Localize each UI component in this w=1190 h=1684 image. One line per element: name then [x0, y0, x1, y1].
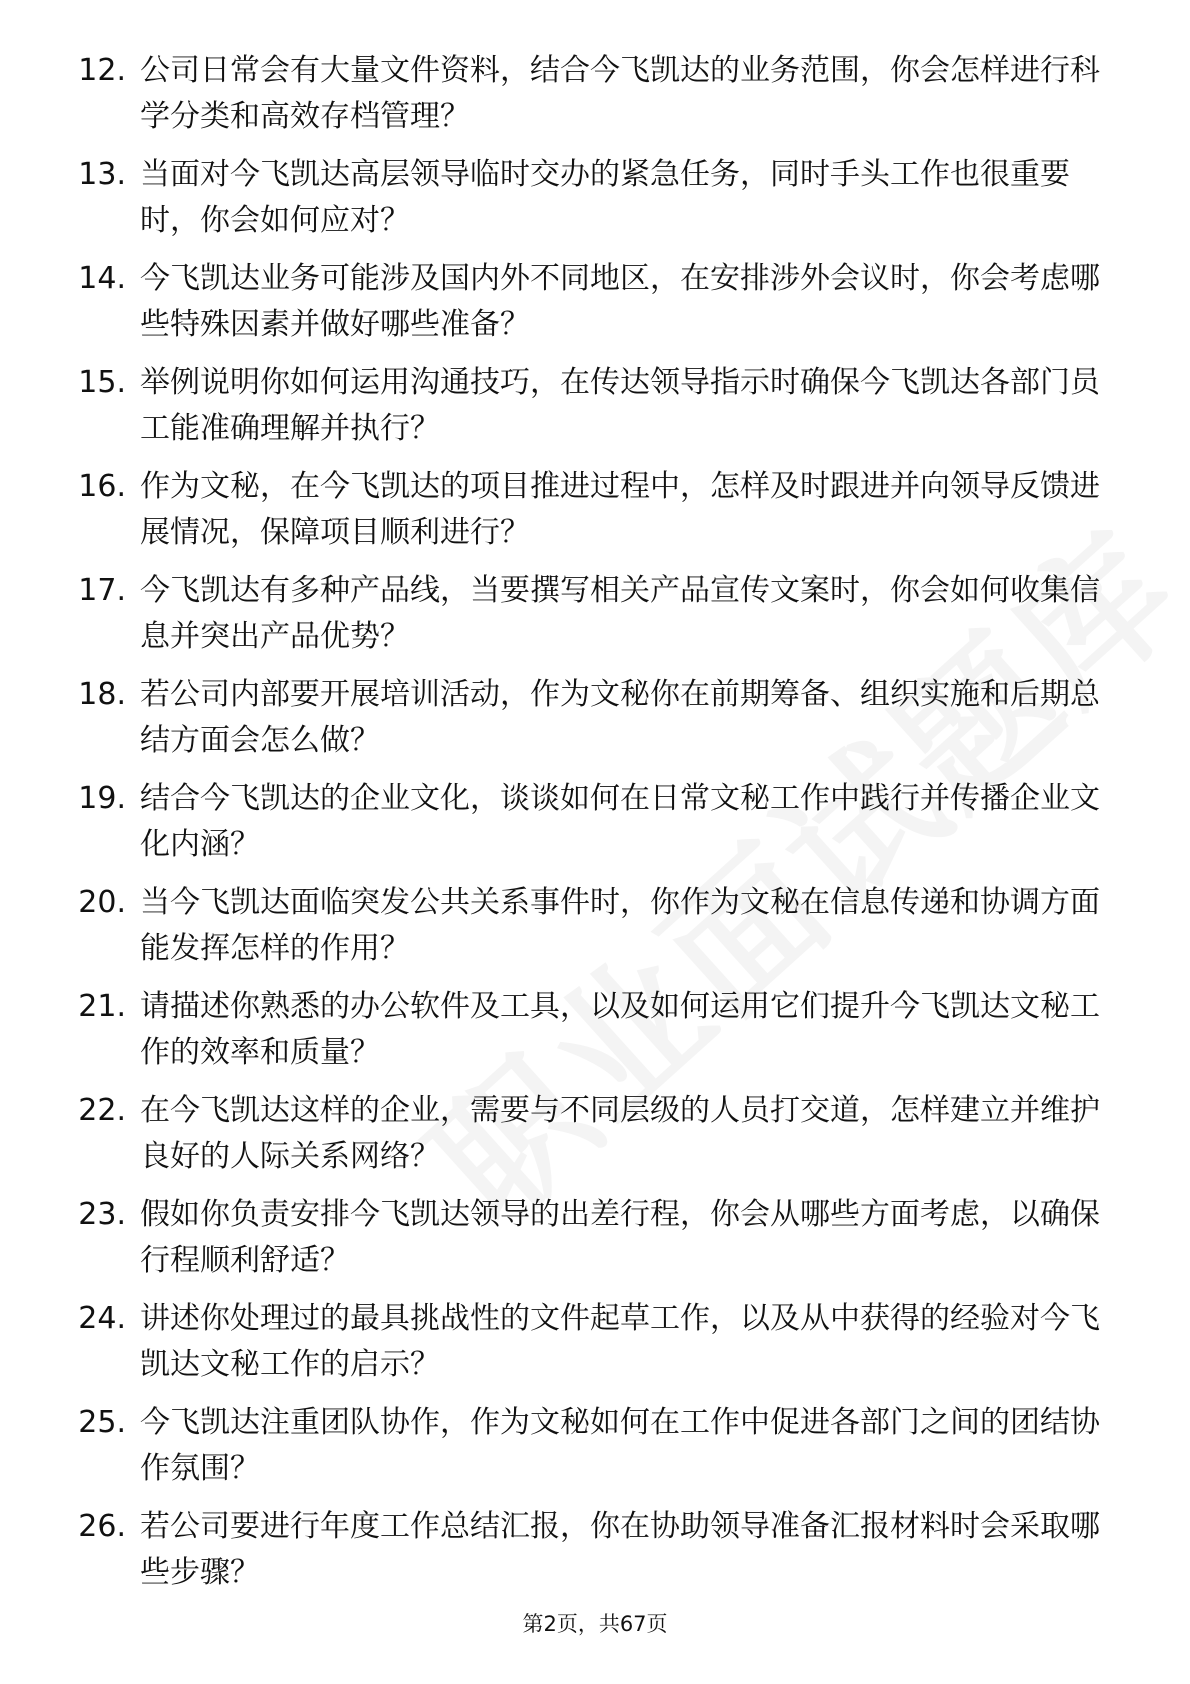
question-item [58, 1400, 1118, 1504]
question-text: 今飞凯达注重团队协作，作为文秘如何在工作中促进各部门之间的团结协作氛围？ [140, 1405, 1100, 1486]
question-item [58, 672, 1118, 776]
question-number: 13. [78, 157, 126, 192]
question-text: 当今飞凯达面临突发公共关系事件时，你作为文秘在信息传递和协调方面能发挥怎样的作用？ [140, 885, 1100, 966]
question-number: 15. [78, 365, 126, 400]
question-number: 23. [78, 1197, 126, 1232]
question-list [58, 48, 1118, 1608]
question-text: 作为文秘，在今飞凯达的项目推进过程中，怎样及时跟进并向领导反馈进展情况，保障项目顺利进行？ [140, 469, 1100, 550]
question-number: 20. [78, 885, 126, 920]
question-number: 22. [78, 1093, 126, 1128]
question-number: 12. [78, 53, 126, 88]
question-item [58, 984, 1118, 1088]
question-text: 讲述你处理过的最具挑战性的文件起草工作，以及从中获得的经验对今飞凯达文秘工作的启示？ [140, 1301, 1100, 1382]
question-text: 假如你负责安排今飞凯达领导的出差行程，你会从哪些方面考虑，以确保行程顺利舒适？ [140, 1197, 1100, 1278]
question-number: 16. [78, 469, 126, 504]
question-text: 请描述你熟悉的办公软件及工具，以及如何运用它们提升今飞凯达文秘工作的效率和质量？ [140, 989, 1100, 1070]
question-item [58, 1088, 1118, 1192]
question-number: 18. [78, 677, 126, 712]
question-item [58, 568, 1118, 672]
question-text: 公司日常会有大量文件资料，结合今飞凯达的业务范围，你会怎样进行科学分类和高效存档管理？ [140, 53, 1100, 134]
question-number: 25. [78, 1405, 126, 1440]
question-item [58, 1192, 1118, 1296]
question-text: 今飞凯达有多种产品线，当要撰写相关产品宣传文案时，你会如何收集信息并突出产品优势？ [140, 573, 1100, 654]
question-text: 若公司要进行年度工作总结汇报，你在协助领导准备汇报材料时会采取哪些步骤？ [140, 1509, 1100, 1590]
question-text: 结合今飞凯达的企业文化，谈谈如何在日常文秘工作中践行并传播企业文化内涵？ [140, 781, 1100, 862]
question-number: 19. [78, 781, 126, 816]
question-text: 今飞凯达业务可能涉及国内外不同地区，在安排涉外会议时，你会考虑哪些特殊因素并做好哪些准备？ [140, 261, 1100, 342]
question-item [58, 256, 1118, 360]
question-number: 17. [78, 573, 126, 608]
question-text: 在今飞凯达这样的企业，需要与不同层级的人员打交道，怎样建立并维护良好的人际关系网络？ [140, 1093, 1100, 1174]
question-item [58, 776, 1118, 880]
question-text: 当面对今飞凯达高层领导临时交办的紧急任务，同时手头工作也很重要时，你会如何应对？ [140, 157, 1070, 238]
question-item [58, 152, 1118, 256]
question-item [58, 1504, 1118, 1608]
question-item [58, 1296, 1118, 1400]
question-text: 举例说明你如何运用沟通技巧，在传达领导指示时确保今飞凯达各部门员工能准确理解并执行？ [140, 365, 1100, 446]
question-number: 21. [78, 989, 126, 1024]
question-item [58, 464, 1118, 568]
question-text: 若公司内部要开展培训活动，作为文秘你在前期筹备、组织实施和后期总结方面会怎么做？ [140, 677, 1100, 758]
page-indicator: 第2页，共67页 [522, 1612, 668, 1636]
question-number: 26. [78, 1509, 126, 1544]
question-item [58, 48, 1118, 152]
question-number: 14. [78, 261, 126, 296]
question-item [58, 880, 1118, 984]
question-number: 24. [78, 1301, 126, 1336]
question-item [58, 360, 1118, 464]
